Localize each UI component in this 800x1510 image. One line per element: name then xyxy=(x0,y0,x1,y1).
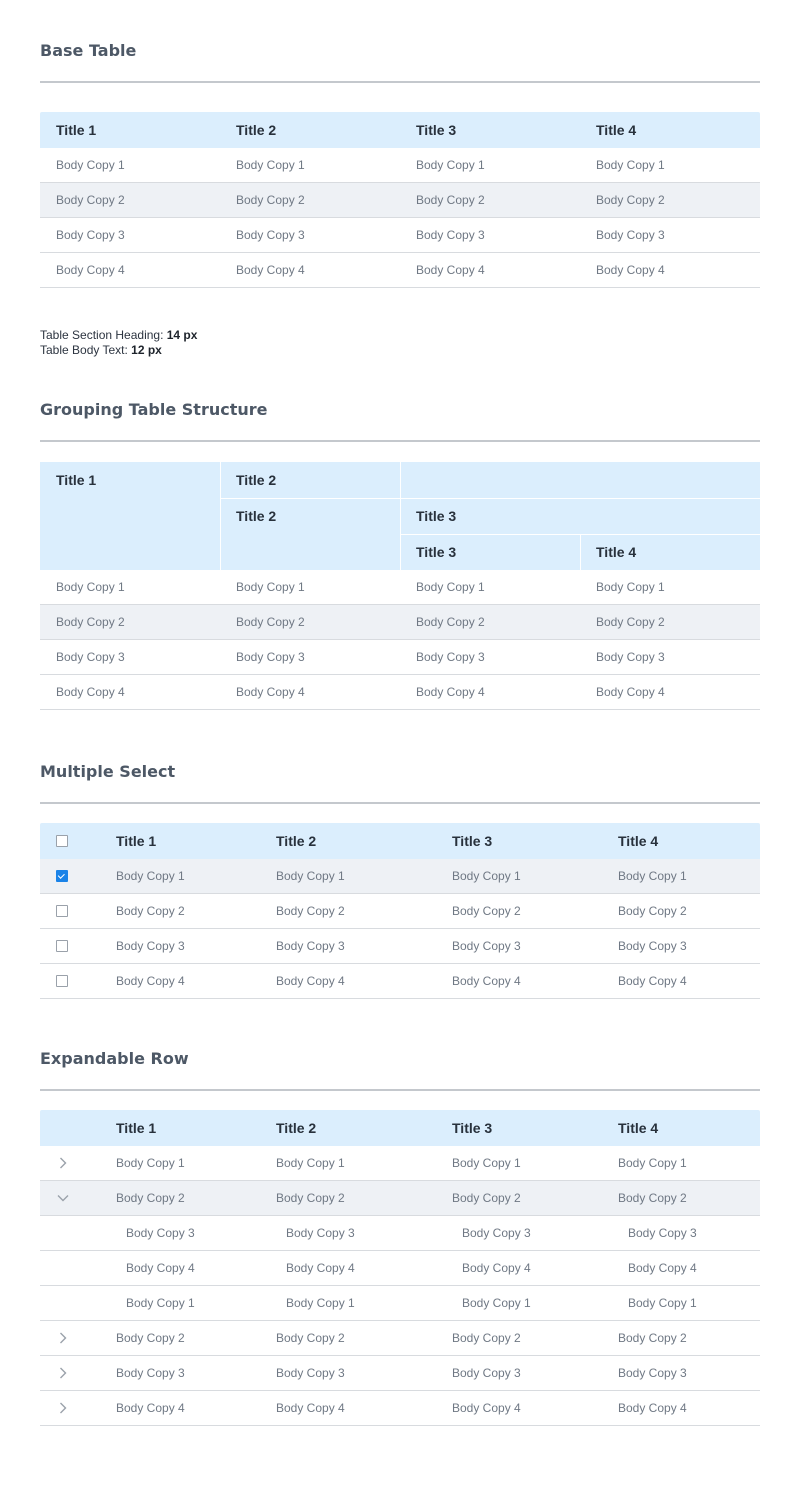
table-cell: Body Copy 4 xyxy=(56,263,125,277)
column-header[interactable]: Title 3 xyxy=(452,833,493,849)
column-header[interactable]: Title 4 xyxy=(596,122,637,138)
checkbox-icon[interactable] xyxy=(56,870,68,882)
table-cell: Body Copy 2 xyxy=(56,193,125,207)
expand-column xyxy=(40,1110,100,1146)
table-cell: Body Copy 4 xyxy=(416,685,485,699)
expandable-row[interactable] xyxy=(40,1181,760,1216)
table-row[interactable] xyxy=(40,894,760,929)
table-cell: Body Copy 2 xyxy=(116,1331,185,1345)
header-divider xyxy=(580,534,581,570)
multi-select-divider xyxy=(40,802,760,804)
table-cell: Body Copy 4 xyxy=(452,1401,521,1415)
group-header-bot-title3[interactable]: Title 3 xyxy=(416,544,457,560)
table-cell: Body Copy 2 xyxy=(618,1191,687,1205)
table-cell: Body Copy 3 xyxy=(236,228,305,242)
table-row[interactable] xyxy=(40,148,760,183)
table-cell: Body Copy 2 xyxy=(416,615,485,629)
table-cell: Body Copy 3 xyxy=(618,939,687,953)
table-cell: Body Copy 1 xyxy=(596,158,665,172)
table-cell: Body Copy 1 xyxy=(116,1156,185,1170)
base-table-divider xyxy=(40,81,760,83)
chevron-right-icon[interactable] xyxy=(56,1156,70,1170)
table-cell: Body Copy 3 xyxy=(286,1226,355,1240)
table-cell: Body Copy 4 xyxy=(452,974,521,988)
table-cell: Body Copy 2 xyxy=(618,904,687,918)
expandable-row[interactable] xyxy=(40,1391,760,1426)
base-table xyxy=(40,112,760,288)
grouping-table xyxy=(40,462,760,710)
expandable-header xyxy=(40,1110,760,1146)
column-header[interactable]: Title 1 xyxy=(116,833,157,849)
table-cell: Body Copy 4 xyxy=(596,685,665,699)
table-cell: Body Copy 1 xyxy=(628,1296,697,1310)
table-cell: Body Copy 4 xyxy=(236,263,305,277)
expand-toggle-cell xyxy=(40,1216,100,1250)
table-cell: Body Copy 3 xyxy=(236,650,305,664)
table-row[interactable] xyxy=(40,929,760,964)
column-header[interactable]: Title 4 xyxy=(618,1120,659,1136)
select-all-cell xyxy=(40,823,100,859)
table-cell: Body Copy 1 xyxy=(618,869,687,883)
table-cell: Body Copy 3 xyxy=(452,939,521,953)
column-header[interactable]: Title 1 xyxy=(56,122,97,138)
checkbox-icon[interactable] xyxy=(56,940,68,952)
table-cell: Body Copy 2 xyxy=(452,904,521,918)
expandable-divider xyxy=(40,1089,760,1091)
expand-toggle-cell xyxy=(40,1146,100,1180)
expand-toggle-cell xyxy=(40,1321,100,1355)
table-row[interactable] xyxy=(40,183,760,218)
header-divider xyxy=(400,462,401,570)
table-cell: Body Copy 2 xyxy=(416,193,485,207)
expandable-table xyxy=(40,1110,760,1426)
table-row[interactable] xyxy=(40,859,760,894)
checkbox-cell xyxy=(40,894,100,928)
table-cell: Body Copy 2 xyxy=(276,904,345,918)
child-row[interactable] xyxy=(40,1286,760,1321)
checkbox-icon[interactable] xyxy=(56,975,68,987)
table-cell: Body Copy 4 xyxy=(236,685,305,699)
spec-notes xyxy=(40,328,197,358)
group-header-top-title2[interactable]: Title 2 xyxy=(236,472,277,488)
expandable-row[interactable] xyxy=(40,1146,760,1181)
grouping-table-header xyxy=(40,462,760,570)
base-table-heading: Base Table xyxy=(40,41,137,60)
table-cell: Body Copy 1 xyxy=(452,1156,521,1170)
expandable-row[interactable] xyxy=(40,1321,760,1356)
table-cell: Body Copy 4 xyxy=(276,974,345,988)
table-cell: Body Copy 3 xyxy=(416,650,485,664)
checkbox-cell xyxy=(40,964,100,998)
table-cell: Body Copy 3 xyxy=(116,1366,185,1380)
table-cell: Body Copy 1 xyxy=(416,580,485,594)
expand-toggle-cell xyxy=(40,1251,100,1285)
group-header-mid-title3[interactable]: Title 3 xyxy=(416,508,457,524)
chevron-down-icon[interactable] xyxy=(56,1191,70,1205)
expandable-row[interactable] xyxy=(40,1356,760,1391)
column-header[interactable]: Title 3 xyxy=(452,1120,493,1136)
multi-select-heading: Multiple Select xyxy=(40,762,176,781)
table-cell: Body Copy 1 xyxy=(56,580,125,594)
table-cell: Body Copy 4 xyxy=(618,974,687,988)
child-row[interactable] xyxy=(40,1216,760,1251)
expand-toggle-cell xyxy=(40,1391,100,1425)
table-cell: Body Copy 2 xyxy=(56,615,125,629)
table-cell: Body Copy 2 xyxy=(596,615,665,629)
table-cell: Body Copy 4 xyxy=(276,1401,345,1415)
table-cell: Body Copy 2 xyxy=(452,1191,521,1205)
table-cell: Body Copy 3 xyxy=(462,1226,531,1240)
header-divider xyxy=(400,534,760,535)
table-cell: Body Copy 1 xyxy=(56,158,125,172)
expand-toggle-cell xyxy=(40,1181,100,1215)
table-cell: Body Copy 3 xyxy=(276,1366,345,1380)
table-cell: Body Copy 2 xyxy=(236,193,305,207)
chevron-right-icon[interactable] xyxy=(56,1366,70,1380)
checkbox-cell xyxy=(40,859,100,893)
chevron-right-icon[interactable] xyxy=(56,1331,70,1345)
table-cell: Body Copy 1 xyxy=(116,869,185,883)
group-header-mid-title2[interactable]: Title 2 xyxy=(236,508,277,524)
table-cell: Body Copy 1 xyxy=(286,1296,355,1310)
table-cell: Body Copy 4 xyxy=(116,1401,185,1415)
table-cell: Body Copy 2 xyxy=(596,193,665,207)
table-cell: Body Copy 3 xyxy=(628,1226,697,1240)
table-cell: Body Copy 4 xyxy=(126,1261,195,1275)
table-cell: Body Copy 3 xyxy=(452,1366,521,1380)
table-cell: Body Copy 2 xyxy=(618,1331,687,1345)
table-cell: Body Copy 1 xyxy=(452,869,521,883)
table-row[interactable] xyxy=(40,218,760,253)
table-cell: Body Copy 2 xyxy=(236,615,305,629)
table-cell: Body Copy 1 xyxy=(126,1296,195,1310)
header-divider xyxy=(220,462,221,570)
table-row[interactable] xyxy=(40,640,760,675)
table-cell: Body Copy 1 xyxy=(596,580,665,594)
table-row[interactable] xyxy=(40,675,760,710)
expandable-heading: Expandable Row xyxy=(40,1049,189,1068)
table-cell: Body Copy 4 xyxy=(596,263,665,277)
checkbox-icon[interactable] xyxy=(56,905,68,917)
table-cell: Body Copy 3 xyxy=(618,1366,687,1380)
table-cell: Body Copy 4 xyxy=(56,685,125,699)
table-cell: Body Copy 2 xyxy=(452,1331,521,1345)
table-cell: Body Copy 3 xyxy=(126,1226,195,1240)
table-cell: Body Copy 4 xyxy=(618,1401,687,1415)
table-cell: Body Copy 1 xyxy=(416,158,485,172)
group-header-bot-title4[interactable]: Title 4 xyxy=(596,544,637,560)
child-row[interactable] xyxy=(40,1251,760,1286)
column-header[interactable]: Title 2 xyxy=(276,1120,317,1136)
header-divider xyxy=(220,498,760,499)
expand-toggle-cell xyxy=(40,1356,100,1390)
table-row[interactable] xyxy=(40,570,760,605)
table-cell: Body Copy 1 xyxy=(276,869,345,883)
table-row[interactable] xyxy=(40,964,760,999)
table-cell: Body Copy 2 xyxy=(116,1191,185,1205)
table-cell: Body Copy 1 xyxy=(236,580,305,594)
table-cell: Body Copy 1 xyxy=(276,1156,345,1170)
table-cell: Body Copy 3 xyxy=(596,228,665,242)
multi-select-header xyxy=(40,823,760,859)
column-header[interactable]: Title 2 xyxy=(236,122,277,138)
grouping-table-divider xyxy=(40,440,760,442)
table-cell: Body Copy 4 xyxy=(416,263,485,277)
table-cell: Body Copy 4 xyxy=(116,974,185,988)
multi-select-table xyxy=(40,823,760,999)
table-cell: Body Copy 2 xyxy=(276,1331,345,1345)
table-cell: Body Copy 3 xyxy=(56,228,125,242)
table-cell: Body Copy 3 xyxy=(116,939,185,953)
expand-toggle-cell xyxy=(40,1286,100,1320)
base-table-header xyxy=(40,112,760,148)
chevron-right-icon[interactable] xyxy=(56,1401,70,1415)
table-row[interactable] xyxy=(40,253,760,288)
table-cell: Body Copy 3 xyxy=(596,650,665,664)
checkbox-icon[interactable] xyxy=(56,835,68,847)
table-cell: Body Copy 3 xyxy=(56,650,125,664)
column-header[interactable]: Title 2 xyxy=(276,833,317,849)
table-cell: Body Copy 4 xyxy=(462,1261,531,1275)
heading-size-note: Table Section Heading: 14 px xyxy=(40,328,198,342)
table-cell: Body Copy 1 xyxy=(462,1296,531,1310)
checkbox-cell xyxy=(40,929,100,963)
table-cell: Body Copy 2 xyxy=(116,904,185,918)
table-row[interactable] xyxy=(40,605,760,640)
column-header[interactable]: Title 4 xyxy=(618,833,659,849)
table-cell: Body Copy 4 xyxy=(286,1261,355,1275)
column-header[interactable]: Title 3 xyxy=(416,122,457,138)
group-header-title1[interactable]: Title 1 xyxy=(56,472,97,488)
table-cell: Body Copy 1 xyxy=(236,158,305,172)
table-cell: Body Copy 3 xyxy=(416,228,485,242)
body-size-note: Table Body Text: 12 px xyxy=(40,343,162,357)
table-cell: Body Copy 4 xyxy=(628,1261,697,1275)
table-cell: Body Copy 2 xyxy=(276,1191,345,1205)
table-cell: Body Copy 3 xyxy=(276,939,345,953)
column-header[interactable]: Title 1 xyxy=(116,1120,157,1136)
table-cell: Body Copy 1 xyxy=(618,1156,687,1170)
grouping-table-heading: Grouping Table Structure xyxy=(40,400,268,419)
